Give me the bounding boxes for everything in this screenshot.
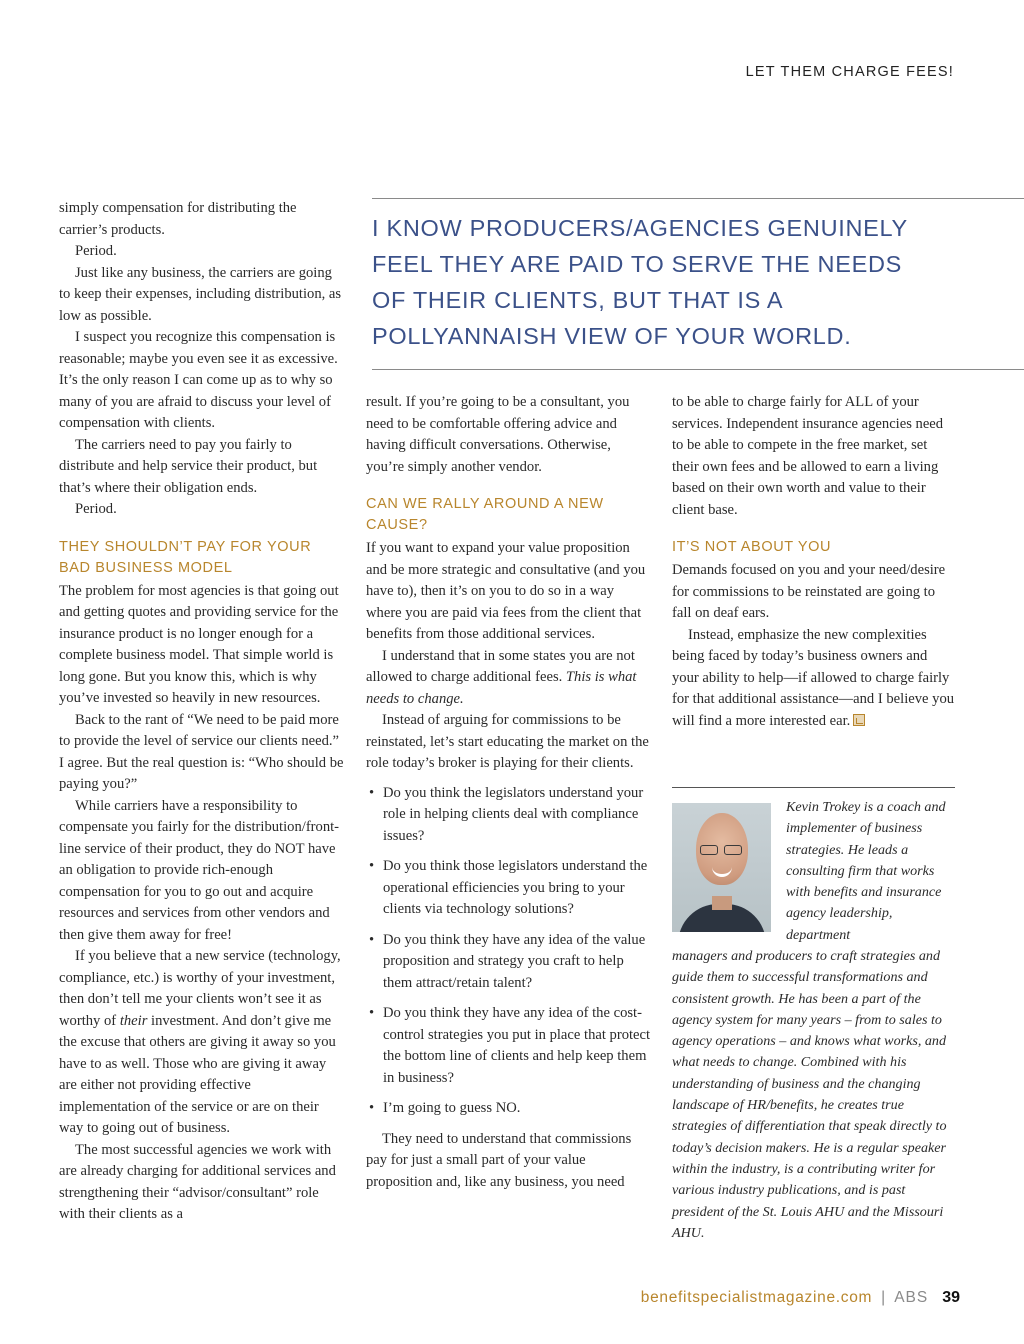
text-run: investment. And don’t give me the excuse that others are giving it away so you have to as well. Those who are giving it away are either not providing effective implementation of the service or are on their way to going out of business. [59,1012,336,1136]
pull-quote-line: I KNOW PRODUCERS/AGENCIES GENUINELY [372,215,908,241]
paragraph: Instead of arguing for commissions to be reinstated, let’s start educating the market on the role today’s broker is playing for their clients. [366,712,649,771]
footer-publication: ABS [894,1289,929,1306]
page-footer [641,1289,960,1307]
paragraph [672,625,956,733]
paragraph: I suspect you recognize this compensation is reasonable; maybe you even see it as excessive. It’s the only reason I can come up as to why so many of you are afraid to discuss your level of compensation with clients. [59,329,338,431]
section-subhead: THEY SHOULDN’T PAY FOR YOUR BAD BUSINESS MODEL [59,538,312,576]
photo-lens [724,845,742,855]
section-subhead: CAN WE RALLY AROUND A NEW CAUSE? [366,496,604,533]
bullet-item: • Do you think the legislators understand your role in helping clients deal with compliance issues? [366,783,651,848]
running-header: LET THEM CHARGE FEES! [745,64,954,80]
pull-quote-line: FEEL THEY ARE PAID TO SERVE THE NEEDS [372,251,903,277]
photo-lens [700,845,718,855]
page-number: 39 [942,1289,960,1306]
footer-website: benefitspecialistmagazine.com [640,1289,873,1306]
paragraph: simply compensation for distributing the carrier’s products. [59,200,297,238]
photo-neck [712,896,732,910]
footer-separator: | [881,1289,886,1306]
paragraph: Demands focused on you and your need/desire for commissions to be reinstated are going to fall on deaf ears. [672,562,946,621]
paragraph: The most successful agencies we work with are already charging for additional services and strengthening their “advisor/consultant” role with their clients as a [59,1141,336,1222]
end-of-article-icon [853,714,865,726]
emphasis-text: This is what needs to change. [366,669,637,707]
bullet-list [366,783,651,1120]
paragraph: result. If you’re going to be a consultant, you need to be comfortable offering advice and having difficult conversations. Otherwise, you’re simply another vendor. [366,394,630,475]
pull-quote-line: POLLYANNAISH VIEW OF YOUR WORLD. [372,323,852,349]
paragraph: Period. [75,501,117,517]
text-run: I understand that in some states you are not allowed to charge additional fees. [366,647,635,685]
text-run: If you believe that a new service (technology, compliance, etc.) is worthy of your investment, then don’t tell me your clients won’t see it as worthy of [59,948,341,1029]
bullet-item: • Do you think those legislators understand the operational efficiencies you bring to your clients via technology solutions? [366,856,651,921]
emphasis-text: their [119,1012,148,1029]
paragraph [59,946,344,1140]
article-column-2 [366,392,651,1193]
bullet-item: • I’m going to guess NO. [366,1098,651,1120]
paragraph: While carriers have a responsibility to compensate you fairly for the distribution/front-line service of their product, they do NOT have an obligation to provide rich-enough compensation for you to go out and acquire resources and services from other vendors and then give them away for free! [59,797,340,943]
paragraph: Just like any business, the carriers are going to keep their expenses, including distribution, as low as possible. [59,264,342,324]
article-column-1 [59,198,344,1226]
author-photo [672,803,771,932]
paragraph [366,646,651,711]
paragraph: Back to the rant of “We need to be paid more to provide the level of service our clients need.” I agree. But the real question is: “Who should be paying you?” [59,711,344,792]
paragraph: The problem for most agencies is that going out and getting quotes and providing service for the insurance product is no longer enough for a complete business model. That simple world is long gone. But you know this, which is why you’ve invested so heavily in new resources. [59,582,339,706]
author-bio-intro: Kevin Trokey is a coach and implementer of business strategies. He leads a consulting firm that works with benefits and insurance agency leadership, department [786,799,946,943]
author-bio-body: managers and producers to craft strategies and guide them to successful transformations and consistent growth. He has been a part of the agency system for many years – from to sales to agency operations – and knows what works, and what needs to change. Combined with his understanding of business and the changing landscape of HR/benefits, he creates true strategies of differentiation that speak directly to today’s decision makers. He is a regular speaker within the industry, is a contributing writer for various industry publications, and is past president of the St. Louis AHU and the Missouri AHU. [672,948,947,1241]
text-run: Instead, emphasize the new complexities being faced by today’s business owners and your ability to help—if allowed to charge fairly for that additional assistance—and I believe you will find a more interested ear. [672,626,955,729]
bullet-item: • Do you think they have any idea of the value proposition and strategy you craft to help them attract/retain talent? [366,930,651,995]
photo-glasses [700,845,744,855]
bio-divider [672,787,955,788]
paragraph: to be able to charge fairly for ALL of your services. Independent insurance agencies need to be able to compete in the free market, set their own fees and be allowed to earn a living based on their own worth and value to their client base. [672,394,944,518]
article-column-3 [672,392,956,732]
paragraph: If you want to expand your value proposition and be more strategic and consultative (and you have to), then it’s on you to do so in a way where you are paid via fees from the client that benefits from those additional services. [366,540,646,642]
pull-quote [372,198,1024,370]
bullet-item: • Do you think they have any idea of the cost-control strategies you put in place that protect the bottom line of clients and help keep them in business? [366,1003,651,1089]
pull-quote-line: OF THEIR CLIENTS, BUT THAT IS A [372,287,784,313]
paragraph: Period. [75,243,117,259]
paragraph: They need to understand that commissions pay for just a small part of your value proposition and, like any business, you need [366,1130,632,1190]
section-subhead: IT’S NOT ABOUT YOU [672,539,832,555]
paragraph: The carriers need to pay you fairly to distribute and help service their product, but that’s where their obligation ends. [59,436,318,496]
